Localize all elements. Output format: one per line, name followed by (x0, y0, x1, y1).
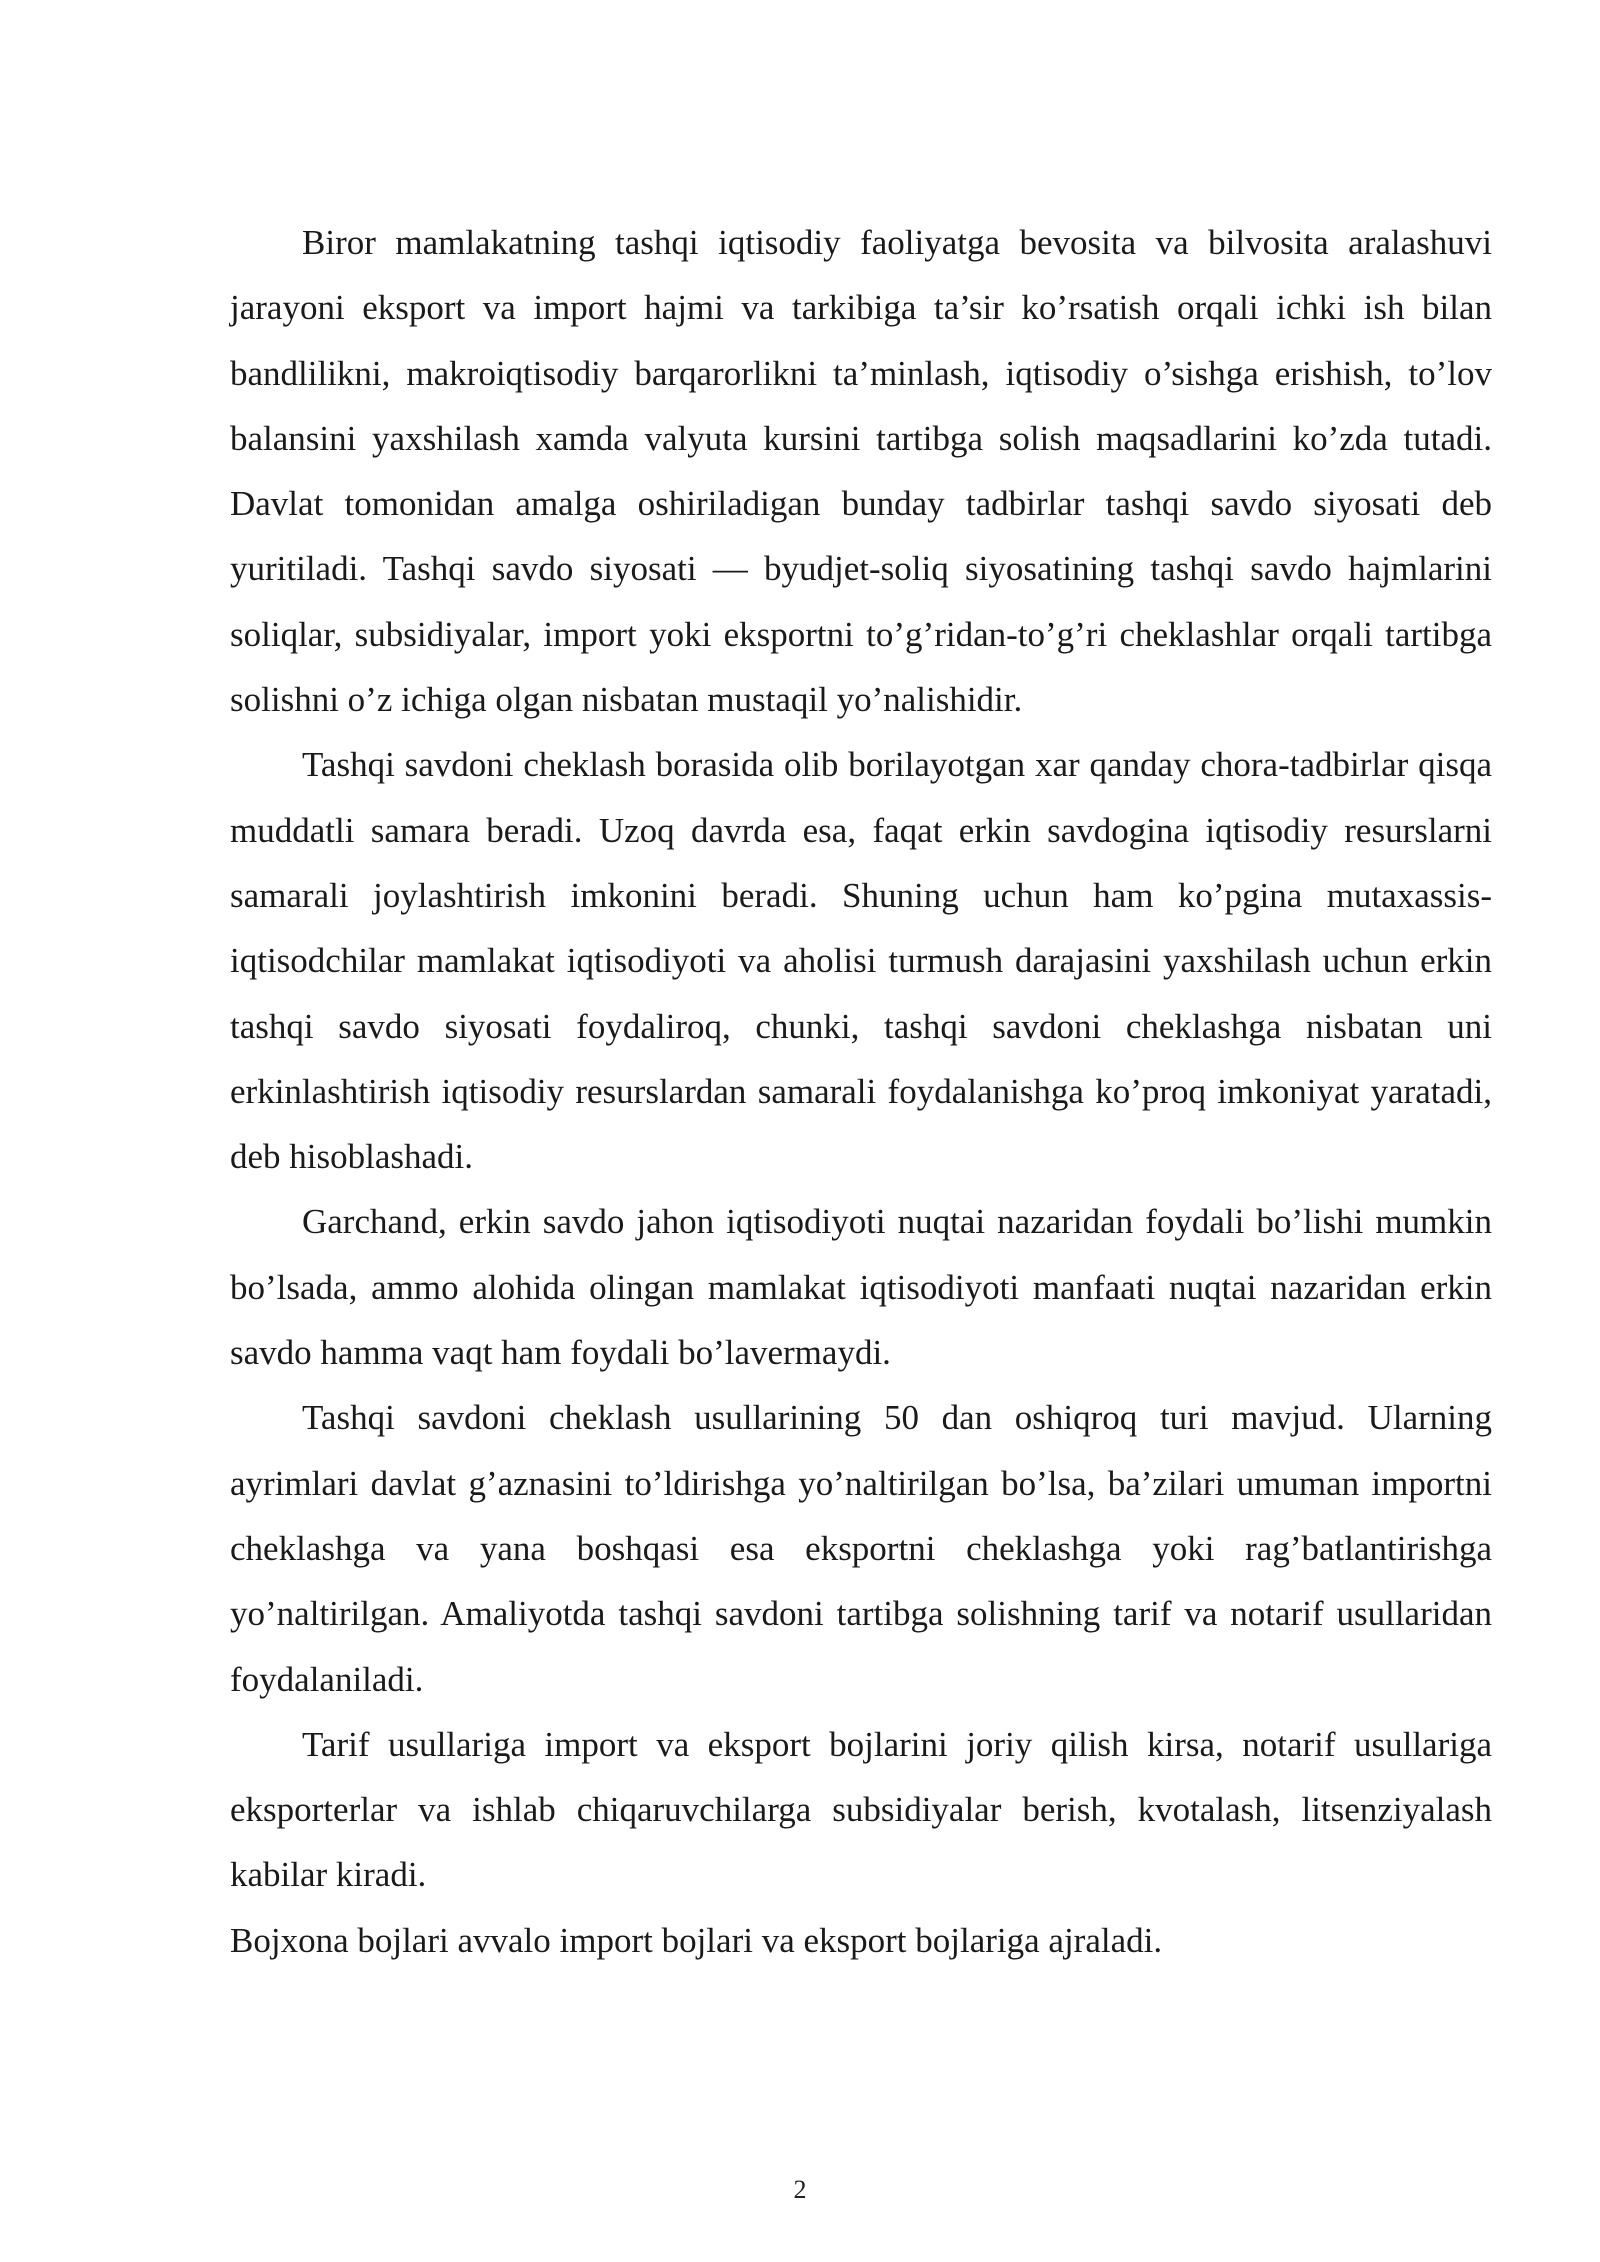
document-body (230, 210, 1492, 1973)
paragraph-trade-restriction: Tashqi savdoni cheklash borasida olib borilayotgan xar qanday chora-tadbirlar qisqa muddatli samara beradi. Uzoq davrda esa, faqat erkin savdogina iqtisodiy resurslarni samarali joylashtirish imkonini beradi. Shuning uchun ham ko’pgina mutaxassis-iqtisodchilar mamlakat iqtisodiyoti va aholisi turmush darajasini yaxshilash uchun erkin tashqi savdo siyosati foydaliroq, chunki, tashqi savdoni cheklashga nisbatan uni erkinlashtirish iqtisodiy resurslardan samarali foydalanishga ko’proq imkoniyat yaratadi, deb hisoblashadi. (230, 745, 1492, 1177)
page-number: 2 (793, 2175, 807, 2204)
paragraph-trade-policy: Biror mamlakatning tashqi iqtisodiy faoliyatga bevosita va bilvosita aralashuvi jarayoni eksport va import hajmi va tarkibiga ta’sir ko’rsatish orqali ichki ish bilan bandlilikni, makroiqtisodiy barqarorlikni ta’minlash, iqtisodiy o’sishga erishish, to’lov balansini yaxshilash xamda valyuta kursini tartibga solish maqsadlarini ko’zda tutadi. Davlat tomonidan amalga oshiriladigan bunday tadbirlar tashqi savdo siyosati deb yuritiladi. Tashqi savdo siyosati — byudjet-soliq siyosatining tashqi savdo hajmlarini soliqlar, subsidiyalar, import yoki eksportni to’g’ridan-to’g’ri cheklashlar orqali tartibga solishni o’z ichiga olgan nisbatan mustaqil yo’nalishidir. (230, 223, 1492, 720)
paragraph-tariff-methods: Tarif usullariga import va eksport bojlarini joriy qilish kirsa, notarif usullariga eksporterlar va ishlab chiqaruvchilarga subsidiyalar berish, kvotalash, litsenziyalash kabilar kiradi. (230, 1724, 1492, 1895)
paragraph-customs-duties: Bojxona bojlari avvalo import bojlari va eksport bojlariga ajraladi. (230, 1920, 1163, 1960)
paragraph-free-trade: Garchand, erkin savdo jahon iqtisodiyoti nuqtai nazaridan foydali bo’lishi mumkin bo’lsada, ammo alohida olingan mamlakat iqtisodiyoti manfaati nuqtai nazaridan erkin savdo hamma vaqt ham foydali bo’lavermaydi. (230, 1202, 1492, 1373)
paragraph-restriction-methods: Tashqi savdoni cheklash usullarining 50 dan oshiqroq turi mavjud. Ularning ayrimlari davlat g’aznasini to’ldirishga yo’naltirilgan bo’lsa, ba’zilari umuman importni cheklashga va yana boshqasi esa eksportni cheklashga yoki rag’batlantirishga yo’naltirilgan. Amaliyotda tashqi savdoni tartibga solishning tarif va notarif usullaridan foydalaniladi. (230, 1398, 1492, 1699)
